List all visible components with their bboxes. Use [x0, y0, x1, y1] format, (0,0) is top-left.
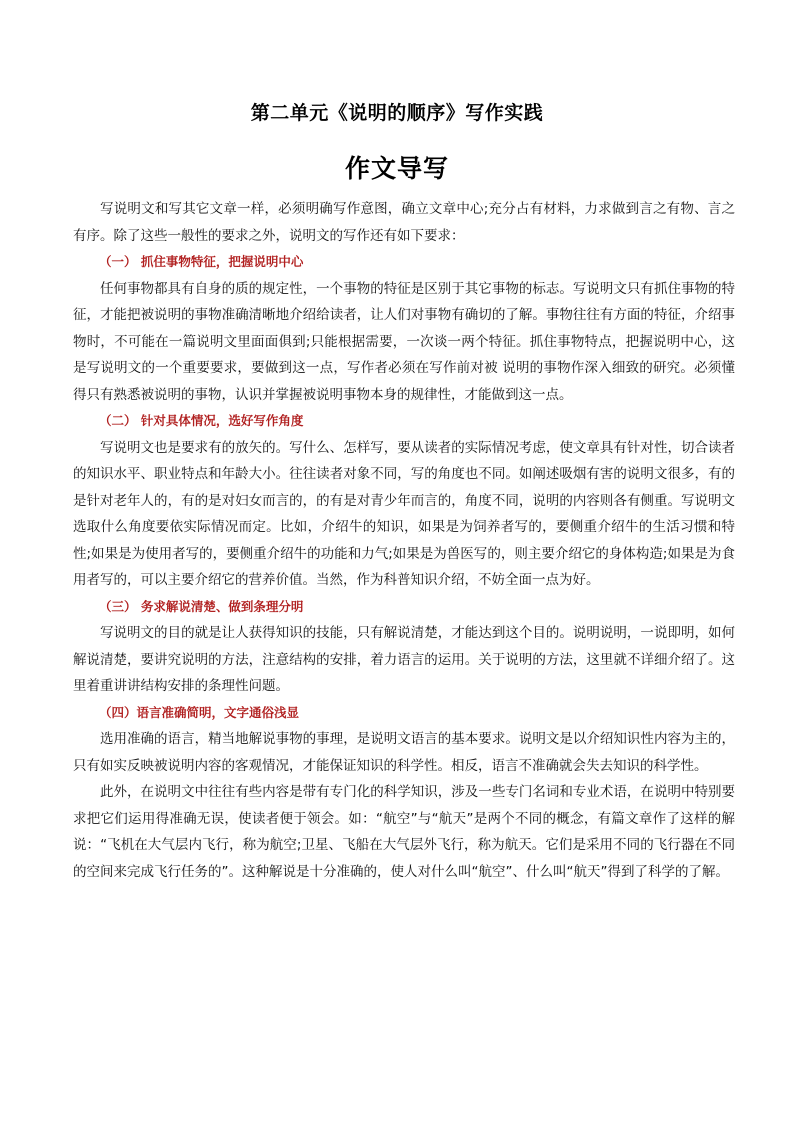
section-1-paragraph: 任何事物都具有自身的质的规定性，一个事物的特征是区别于其它事物的标志。写说明文只有抓住事物的特征，才能把被说明的事物准确清晰地介绍给读者，让人们对事物有确切的了解。事物往往有方面的特征，介绍事物时，不可能在一篇说明文里面面俱到;只能根据需要，一次谈一两个特征。抓住事物特点，把握说明中心，这是写说明文的一个重要要求，要做到这一点，写作者必须在写作前对被 说明的事物作深入细致的研究。必须懂得只有熟悉被说明的事物，认识并掌握被说明事物本身的规律性，才能做到这一点。: [73, 280, 735, 403]
page-title: 第二单元《说明的顺序》写作实践: [250, 102, 544, 124]
section-4-paragraph-2: 此外，在说明文中往往有些内容是带有专门化的科学知识，涉及一些专门名词和专业术语，在说明中特别要求把它们运用得准确无误，使读者便于领会。如：“航空”与“航天”是两个不同的概念，有篇文章作了这样的解说：“飞机在大气层内飞行，称为航空;卫星、飞船在大气层外飞行，称为航天。它们是采用不同的飞行器在不同的空间来完成飞行任务的”。这种解说是十分准确的，使人对什么叫“航空”、什么叫“航天”得到了科学的了解。: [73, 784, 735, 880]
section-heading-2: （二） 针对具体情况，选好写作角度: [99, 413, 304, 428]
section-heading-4: （四）语言准确简明，文字通俗浅显: [99, 704, 300, 720]
article-body: [73, 196, 735, 885]
intro-paragraph: 写说明文和写其它文章一样，必须明确写作意图，确立文章中心;充分占有材料，力求做到言之有物、言之有序。除了这些一般性的要求之外，说明文的写作还有如下要求：: [73, 201, 735, 244]
section-4-paragraph-1: 选用准确的语言，精当地解说事物的事理，是说明文语言的基本要求。说明文是以介绍知识性内容为主的，只有如实反映被说明内容的客观情况，才能保证知识的科学性。相反，语言不准确就会失去知识的科学性。: [73, 731, 735, 774]
section-3-paragraph: 写说明文的目的就是让人获得知识的技能，只有解说清楚，才能达到这个目的。说明说明，一说即明，如何解说清楚，要讲究说明的方法，注意结构的安排，着力语言的运用。关于说明的方法，这里就不详细介绍了。这里着重讲讲结构安排的条理性问题。: [73, 625, 735, 694]
section-heading-1: （一） 抓住事物特征，把握说明中心: [99, 254, 304, 269]
section-heading-3: （三） 务求解说清楚、做到条理分明: [99, 598, 304, 614]
section-2-paragraph: 写说明文也是要求有的放矢的。写什么、怎样写，要从读者的实际情况考虑，使文章具有针对性，切合读者的知识水平、职业特点和年龄大小。往往读者对象不同，写的角度也不同。如阐述吸烟有害的说明文很多，有的是针对老年人的，有的是对妇女而言的，的有是对青少年而言的，角度不同，说明的内容则各有侧重。写说明文选取什么角度要依实际情况而定。比如，介绍牛的知识，如果是为饲养者写的，要侧重介绍牛的生活习惯和特性;如果是为使用者写的，要侧重介绍牛的功能和力气;如果是为兽医写的，则主要介绍它的身体构造;如果是为食用者写的，可以主要介绍它的营养价值。当然，作为科普知识介绍，不妨全面一点为好。: [73, 439, 735, 588]
section-title: 作文导写: [344, 154, 449, 183]
